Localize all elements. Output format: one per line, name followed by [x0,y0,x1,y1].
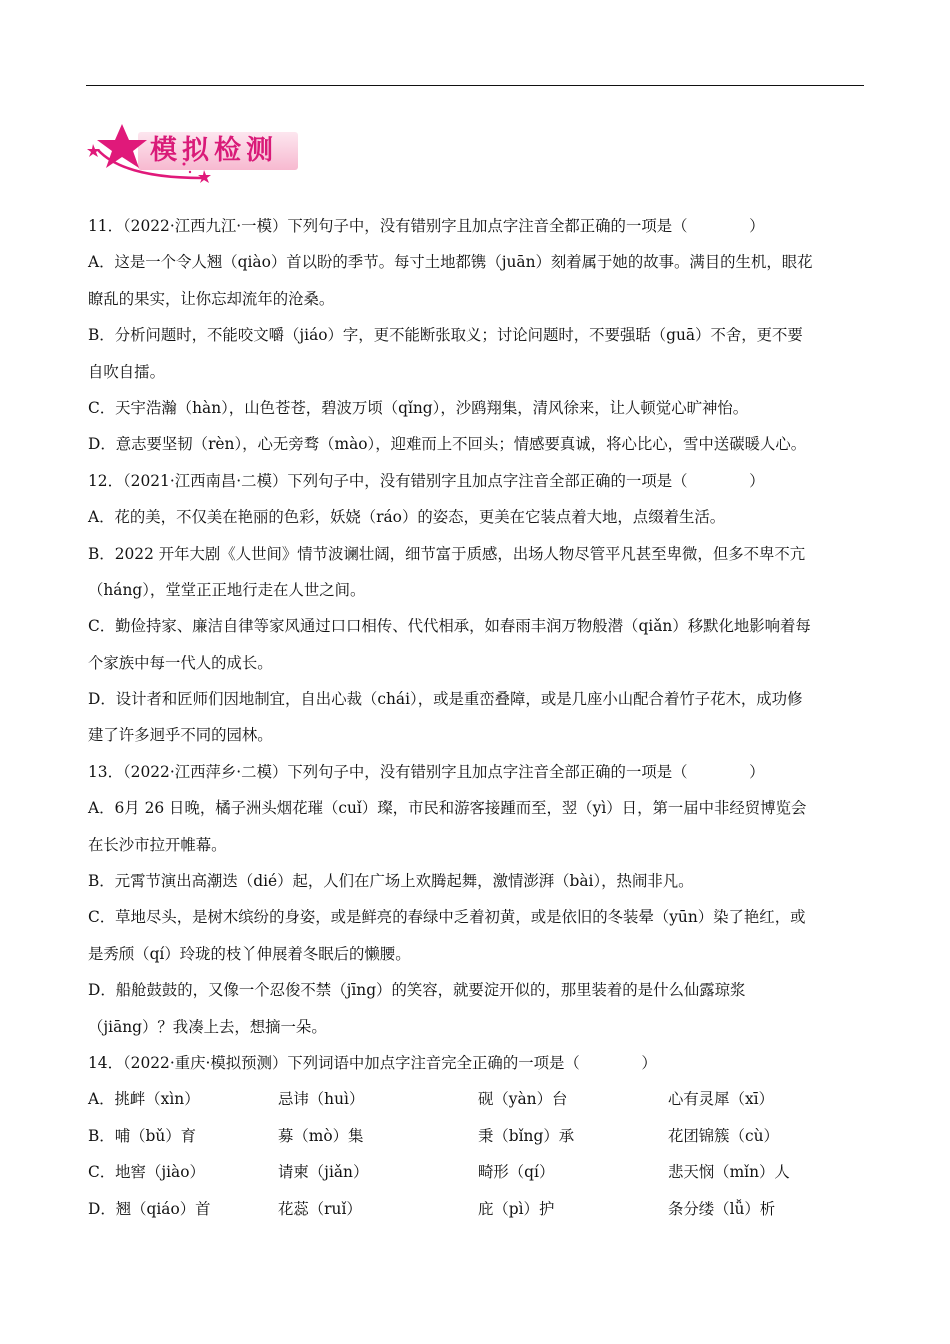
q13-stem: 13．（2022·江西萍乡·二模）下列句子中，没有错别字且加点字注音全部正确的一项是（ ） [88,762,765,781]
q11-option-b: B．分析问题时，不能咬文嚼（jiáo）字，更不能断张取义；讨论问题时，不要强聒（guā）不舍，更不要 [88,326,803,345]
q11-stem: 11．（2022·江西九江·一模）下列句子中，没有错别字且加点字注音全都正确的一项是（ ） [88,217,765,235]
q12-option-a: A．花的美，不仅美在艳丽的色彩，妖娆（ráo）的姿态，更美在它装点着大地，点缀着生活。 [88,508,726,527]
q13-option-b: B．元霄节演出高潮迭（dié）起，人们在广场上欢腾起舞，激情澎湃（bài），热闹非凡。 [88,872,694,891]
q13-option-d-cont: （jiāng）？我凑上去，想摘一朵。 [88,1017,327,1036]
q14-option-b [88,1118,864,1154]
q14-d-word-1: D．翘（qiáo）首 [88,1199,211,1218]
q11-option-d: D．意志要坚韧（rèn），心无旁骛（mào），迎难而上不回头；情感要真诚，将心比心，雪中送碳暖人心。 [88,435,807,454]
q12-option-b: B．2022 开年大剧《人世间》情节波谰壮阔，细节富于质感，出场人物尽管平凡甚至卑微，但多不卑不亢 [88,544,806,563]
q14-option-c [88,1154,864,1190]
q13-option-a: A．6月 26 日晚，橘子洲头烟花璀（cuǐ）璨，市民和游客接踵而至，翌（yì）日，第一届中非经贸博览会 [88,799,807,818]
q13-option-c-cont: 是秀颀（qí）玲珑的枝丫伸展着冬眠后的懒腰。 [88,944,411,963]
section-title: 模拟检测 [150,135,278,166]
q14-b-word-1: B．哺（bǔ）育 [88,1126,197,1145]
question-list [88,208,864,1227]
q14-b-word-3: 秉（bǐng）承 [478,1126,575,1145]
q13-option-c: C．草地尽头，是树木缤纷的身姿，或是鲜亮的春绿中乏着初黄，或是依旧的冬装晕（yūn）染了艳红，或 [88,908,806,927]
q11-option-a-cont: 瞭乱的果实，让你忘却流年的沧桑。 [88,289,335,308]
q14-d-word-3: 庇（pì）护 [478,1199,555,1218]
q14-b-word-2: 募（mò）集 [278,1126,364,1145]
q11-option-a: A．这是一个令人翘（qiào）首以盼的季节。每寸土地都镌（juān）刻着属于她的故事。满目的生机，眼花 [88,253,813,272]
q11-option-b-cont: 自吹自擂。 [88,362,165,381]
q12-option-d-cont: 建了许多迥乎不同的园林。 [88,726,273,745]
header-rule [86,85,864,86]
q12-option-b-cont: （háng），堂堂正正地行走在人世之间。 [88,580,366,599]
q14-b-word-4: 花团锦簇（cù） [668,1126,779,1145]
q12-stem: 12．（2021·江西南昌·二模）下列句子中，没有错别字且加点字注音全部正确的一项是（ ） [88,471,765,490]
q13-option-a-cont: 在长沙市拉开帷幕。 [88,835,227,854]
q14-option-d [88,1191,864,1227]
q12-option-d: D．设计者和匠师们因地制宜，自出心裁（chái），或是重峦叠障，或是几座小山配合着竹子花木，成功修 [88,690,803,709]
q14-c-word-2: 请柬（jiǎn） [278,1163,369,1182]
q13-option-d: D．船舱鼓鼓的，又像一个忍俊不禁（jīng）的笑容，就要淀开似的，那里装着的是什么仙露琼浆 [88,981,746,1000]
q12-option-c: C．勤俭持家、廉洁自律等家风通过口口相传、代代相承，如春雨丰润万物般潜（qiǎn）移默化地影响着每 [88,617,811,636]
q14-c-word-4: 悲天悯（mǐn）人 [668,1163,790,1182]
q14-c-word-3: 畸形（qí） [478,1163,555,1182]
q14-d-word-4: 条分缕（lǚ）析 [668,1199,776,1218]
q14-a-word-3: 砚（yàn）台 [478,1090,568,1109]
q14-a-word-1: A．挑衅（xìn） [88,1090,200,1109]
q14-a-word-2: 忌讳（huì） [278,1090,365,1109]
q12-option-c-cont: 个家族中每一代人的成长。 [88,653,273,672]
q11-option-c: C．天宇浩瀚（hàn），山色苍苍，碧波万顷（qǐng），沙鸥翔集，清风徐来，让人顿觉心旷神怡。 [88,398,749,417]
q14-stem: 14．（2022·重庆·模拟预测）下列词语中加点字注音完全正确的一项是（ ） [88,1053,657,1072]
q14-d-word-2: 花蕊（ruǐ） [278,1199,362,1218]
q14-c-word-1: C．地窖（jiào） [88,1163,205,1182]
q14-option-a [88,1081,864,1117]
q14-a-word-4: 心有灵犀（xī） [668,1090,774,1109]
